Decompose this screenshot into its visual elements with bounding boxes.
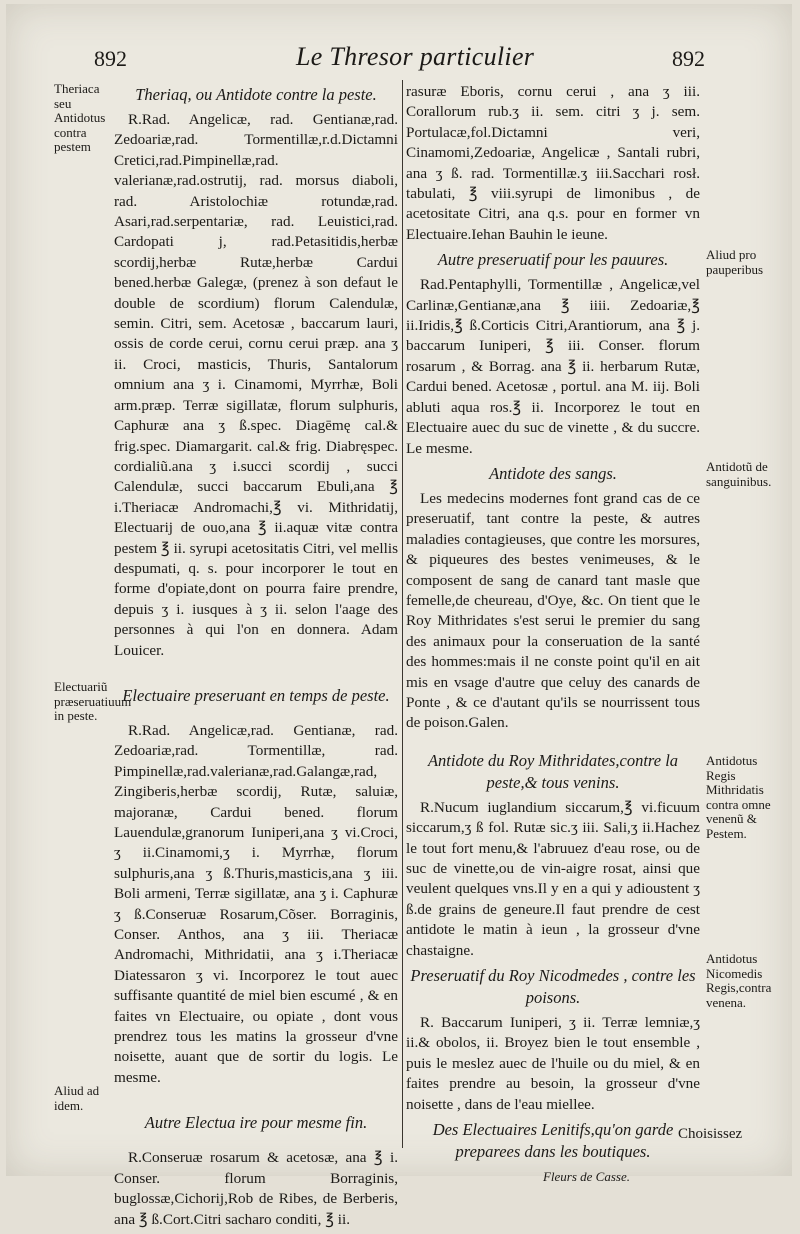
left-column (114, 82, 398, 1234)
section-heading: Electuaire preseruant en temps de peste. (122, 685, 390, 705)
section-heading: Autre Electua ire pour mesme fin. (144, 1113, 368, 1133)
margin-note-mithridatis: Antidotus Regis Mithridatis contra omne venenũ & Pestem. (706, 753, 771, 841)
subheading-fleurs: Fleurs de Casse. (542, 1169, 630, 1185)
margin-note-aliud-ad-idem: Aliud ad idem. (54, 1083, 100, 1113)
section-text: R.Rad. Angelicæ,rad. Gentianæ, rad. Zedoariæ,rad. Tormentillæ, rad. Pimpinellæ,rad.valerianæ,rad.Galangæ,rad, Zingiberis,herbæ scordij, Rutæ, saluiæ, majoranæ, Cardui bened. florum Lauendulæ,granorum Iuniperi,ana ʒ vi.Croci, ʒ ii.Cinamomi,ʒ i. Myrrhæ, florum sulphuris,ana ʒ ß.Thuris,masticis,ana ʒ iii. Boli armeni, Terræ sigillatæ, ana ʒ i. Caphuræ ʒ ß.Conseruæ Rosarum,Cõser. Borraginis, Conser. Anthos, ana ʒ iii. Theriacæ Andromachi, Mithridatii, ana ʒ i.Theriacæ Diatessaron ʒ vi. Incorporez le tout auec suffisante quantité de miel bien escumé , & en faites vn Electuaire, ou opiate , dont vous prendrez tous les matins la grosseur d'vne noisette, auant que de sortir du logis. Le mesme. (114, 721, 398, 1086)
section-heading: Des Electuaires Lenitifs,qu'on garde preparees dans les boutiques. (432, 1120, 674, 1162)
section-heading: Preseruatif du Roy Nicodmedes , contre les poisons. (410, 966, 696, 1008)
page-number-right: 892 (672, 46, 705, 71)
margin-note-nicomedis: Antidotus Nicomedis Regis,contra venena. (706, 951, 772, 1010)
margin-note-theriaca: Theriaca seu Antidotus contra pestem (54, 81, 106, 154)
section-text: R. Baccarum Iuniperi, ʒ ii. Terræ lemniæ,ʒ ii.& obolos, ii. Broyez bien le tout ensemble , puis le meslez auec de l'huile ou du miel, & en faites prendre au besoin, la grosseur d'vne noisette , dans de l'eau miellee. (406, 1014, 700, 1113)
section-heading: Theriaq, ou Antidote contre la peste. (135, 85, 377, 104)
column-rule (402, 80, 403, 1148)
section-heading: Autre preseruatif pour les pauures. (437, 250, 669, 270)
catchword: Choisissez (678, 1126, 743, 1142)
page-number-left: 892 (94, 46, 127, 71)
right-column (406, 82, 700, 1187)
book-page (6, 4, 792, 1228)
section-text: R.Conseruæ rosarum & acetosæ, ana ℥ i. Conser. florum Borraginis, buglossæ,Cichorij,Rob de Ribes, de Berberis, ana ℥ ß.Cort.Citri sacharo conditi, ℥ ii. (114, 1149, 398, 1228)
section-text: Rad.Pentaphylli, Tormentillæ , Angelicæ,vel Carlinæ,Gentianæ,ana ℥ iiii. Zedoariæ,℥ ii.Iridis,℥ ß.Corticis Citri,Arantiorum, ana ℥ j. baccarum Iuniperi, ℥ iii. Conser. florum rosarum , & Borrag. ana ℥ ii. herbarum Rutæ, Cardui bened. Acetosæ , portul. ana M. iij. Boli abluti aqua ros.℥ ii. Incorporez le tout en Electuaire auec du suc de vinette , & du succre. Le mesme. (406, 276, 700, 457)
margin-note-pauperibus: Aliud pro pauperibus (706, 247, 764, 277)
section-heading: Antidote du Roy Mithridates,contre la peste,& tous venins. (427, 750, 679, 792)
section-text: R.Nucum iuglandium siccarum,℥ vi.ficuum siccarum,ʒ ß fol. Rutæ sic.ʒ iii. Sali,ʒ ii.Hachez le tout fort menu,& l'abruuez d'eau rose, ou de suc de vinette,ou de vin-aigre rosat, ainsi que veulent quelques vns.Il y en a qui y adioustent ʒ ß.de grains de geneure.Il faut prendre de cest antidote le matin à ieun , la grosseur d'vne chastaigne. (406, 798, 700, 959)
section-text: rasuræ Eboris, cornu cerui , ana ʒ iii. Corallorum rub.ʒ ii. sem. citri ʒ j. sem. Portulacæ,fol.Dictamni veri, Cinamomi,Zedoariæ, Angelicæ , Santali rubri, ana ʒ ß. rad. Tormentillæ.ʒ iii.Sacchari rosł. tabulati, ℥ viii.syrupi de limonibus , de acetositate Citri, ana q.s. pour en former vn Electuaire.Iehan Bauhin le ieune. (406, 83, 700, 243)
section-heading: Antidote des sangs. (489, 463, 617, 483)
section-text: R.Rad. Angelicæ, rad. Gentianæ,rad. Zedoariæ,rad. Tormentillæ,r.d.Dictamni Cretici,rad.Pimpinellæ,rad. valerianæ,rad.ostrutij, rad. morsus diaboli, rad. Aristolochiæ rotundæ,rad. Asari,rad.serpentariæ, rad. Leuistici,rad. Cardopati j, rad.Petasitidis,herbæ scordij,herbæ Rutæ,herbæ Cardui bened.herbæ Galegæ, (prenez à son defaut le double de scordium) florum Calendulæ, semin. Citri, sem. Acetosæ , baccarum lauri, ossis de corde cerui, cornu cerui præp. ana ʒ ii. Croci, masticis, Thuris, Santalorum omnium ana ʒ i. Cinamomi, Myrrhæ, Boli arm.præp. Terræ sigillatæ, florum sulphuris, Caphuræ ana ʒ ß.spec. Diagēmę cal.& frig.spec. Diamargarit. cal.& frig. Diabręspec. cordialiũ.ana ʒ i.succi scordij , succi Calendulæ, succi baccarum Ebuli,ana ℥ i.Theriacæ Andromachi,℥ vi. Mithridatij, Electuarij de ouo,ana ℥ ii.aquæ vitæ contra pestem ℥ ii. syrupi acetositatis Citri, vel mellis despumati, q. s. pour incorporer le tout en forme d'opiate,dont on pourra faire prendre, depuis ʒ i. iusques à ʒ ii. selon l'aage des personnes à qui l'on en donnera. Adam Louicer. (114, 111, 398, 659)
margin-note-electuarium: Electuariũ præseruatiuum in peste. (54, 679, 132, 723)
running-header (6, 42, 792, 82)
running-title: Le Thresor particulier (296, 42, 535, 71)
margin-note-sanguinibus: Antidotũ de sanguinibus. (706, 459, 772, 489)
section-text: Les medecins modernes font grand cas de ce preseruatif, tant contre la peste, & autres maladies contagieuses, que contre les morsures, & piqueures des bestes venimeuses, & le composent de sang de canard tant masle que femelle,de cheureau, d'Oye, &c. On tient que le Roy Mithridates s'est serui le premier du sang des animaux pour la conseruation de la santé des hommes:mais il ne conste point qu'il en ait mis en vsage d'autre que celuy des canards de Ponte , & ce d'autant qu'ils se nourrissent tous de poison.Galen. (406, 489, 700, 732)
